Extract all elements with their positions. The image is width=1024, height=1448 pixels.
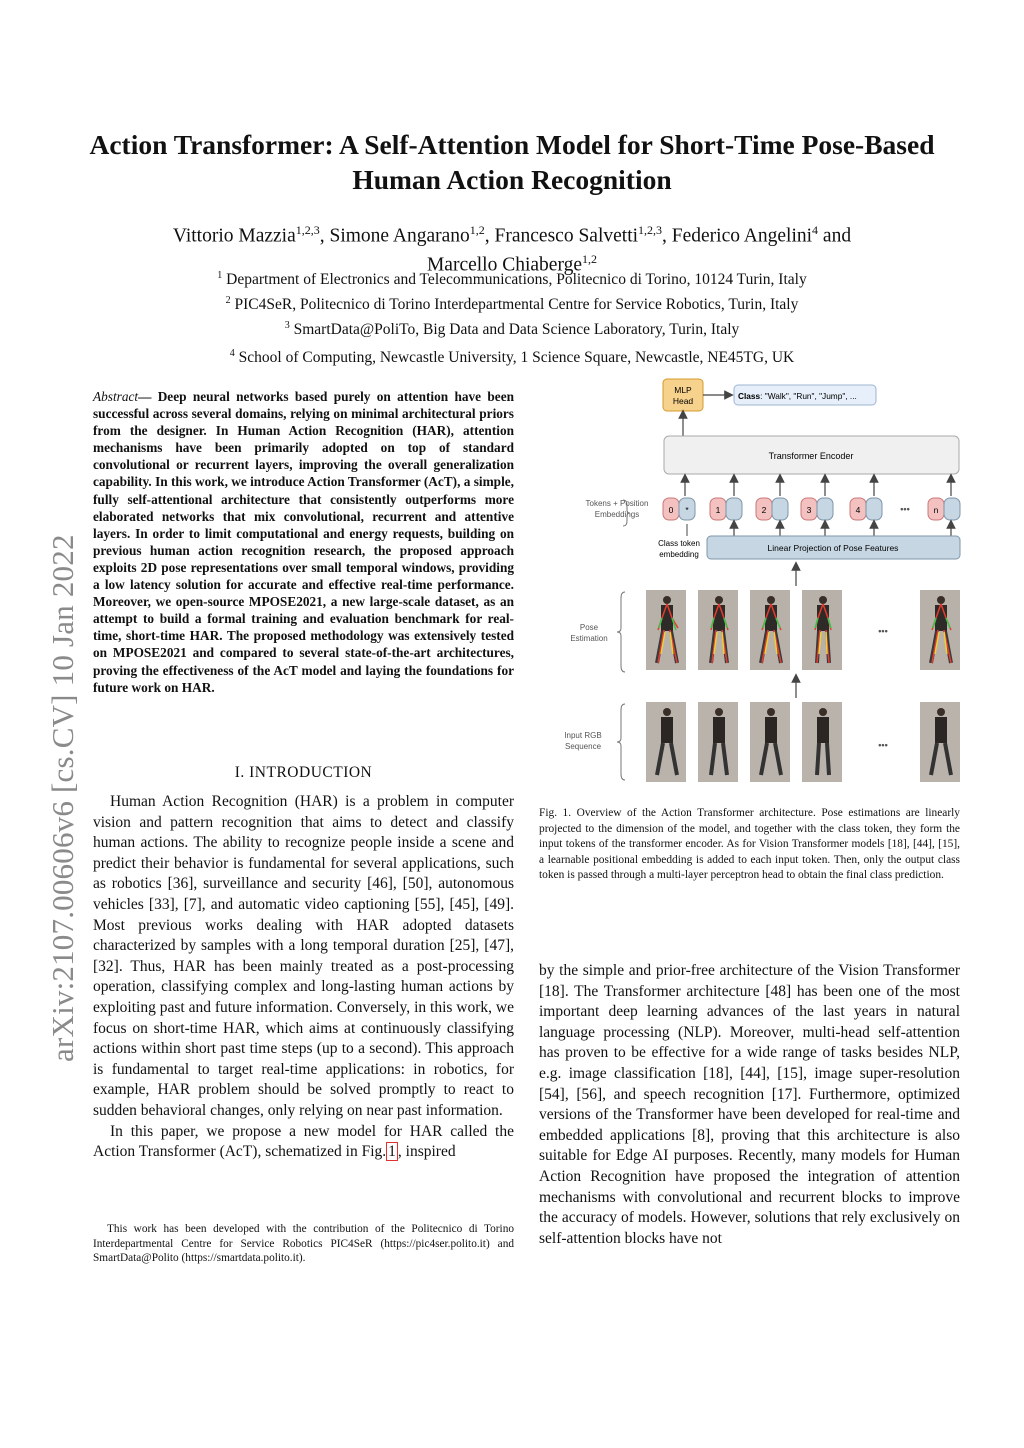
author-name: Marcello Chiaberge	[426, 254, 583, 275]
person-body	[817, 717, 829, 743]
pose-frame	[920, 590, 960, 670]
author-name: Simone Angarano	[329, 225, 470, 247]
pose-token	[726, 498, 742, 520]
introduction-body	[93, 792, 514, 1163]
author-sep: ,	[319, 225, 330, 247]
rgb-frame	[802, 702, 842, 782]
author-affil: 1,2,3	[638, 223, 663, 237]
pose-token	[817, 498, 833, 520]
author-name: Vittorio Mazzia	[172, 225, 296, 247]
person-head	[819, 708, 827, 716]
affiliation-number: 1	[217, 270, 223, 281]
rgb-sequence-label: Sequence	[564, 742, 602, 751]
title-line-1: Action Transformer: A Self-Attention Model for Short-Time Pose-Based	[89, 129, 935, 160]
footnote	[93, 1222, 514, 1266]
person-head	[767, 708, 775, 716]
figure-reference-link[interactable]: 1	[388, 1143, 396, 1161]
author-affil: 4	[812, 223, 819, 237]
token-arrows	[685, 478, 951, 496]
affiliation-text: PIC4SeR, Politecnico di Torino Interdepartmental Centre for Service Robotics, Turin, Italy	[234, 296, 799, 314]
token-number: *	[685, 505, 689, 515]
person-head	[937, 708, 945, 716]
author-name: Federico Angelini	[671, 225, 813, 247]
pose-frame	[750, 590, 790, 670]
token-number: 1	[715, 505, 721, 515]
person-head	[767, 596, 775, 604]
title-line-2: Human Action Recognition	[352, 164, 672, 195]
abstract	[93, 388, 514, 696]
person-body	[661, 605, 673, 631]
pose-frame	[698, 590, 738, 670]
abstract-label: Abstract	[93, 389, 139, 404]
class-token-label: embedding	[659, 550, 699, 559]
right-column-body: by the simple and prior-free architecture of the Vision Transformer [18]. The Transformer architecture [48] has been one of the most important deep learning advances of the last years in natural language processing (NLP). Moreover, multi-head self-attention has proven to be effective for a wide range of tasks besides NLP, e.g. image classification [18], [44], [15], image super-resolution [54], [56], and speech recognition [17]. Furthermore, optimized versions of the Transformer have been developed for real-time and embedded applications [8], proving that this architecture is also suitable for Edge AI purposes. Recently, many models for Human Action Recognition have proposed the integration of attention mechanisms with convolutional and recurrent blocks to improve the accuracy of models. However, solutions that rely exclusively on self-attention blocks have not	[539, 962, 960, 1247]
paragraph-text: In this paper, we propose a new model for HAR called the Action Transformer (AcT), schematized in Fig.	[93, 1122, 514, 1161]
transformer-encoder-label: Transformer Encoder	[768, 451, 854, 461]
token-number: 3	[806, 505, 812, 515]
author-sep: and	[818, 225, 852, 247]
ellipsis: •••	[878, 626, 888, 636]
author-sep: ,	[662, 225, 672, 247]
arxiv-identifier: arXiv:2107.00606v6 [cs.CV] 10 Jan 2022	[45, 534, 80, 1062]
token-row	[663, 498, 960, 520]
class-token-label: Class token	[658, 539, 700, 548]
ellipsis: •••	[900, 504, 910, 514]
class-output-bold: Class	[738, 391, 761, 401]
mlp-head-label: Head	[672, 396, 694, 406]
affiliation	[60, 316, 964, 341]
rgb-frames	[646, 702, 960, 782]
author-name: Francesco Salvetti	[494, 225, 639, 247]
figure-architecture-diagram	[539, 376, 964, 796]
rgb-frame	[750, 702, 790, 782]
footnote-text: This work has been developed with the contribution of the Politecnico di Torino Interdepartmental Centre for Service Robotics PIC4SeR (https://pic4ser.polito.it) and SmartData@Polito (https://smartdata.polito.it).	[93, 1223, 514, 1265]
token-number: 0	[668, 505, 674, 515]
paragraph	[93, 1122, 514, 1163]
tokens-label: Tokens + Position	[585, 499, 649, 508]
author-sep: ,	[484, 225, 495, 247]
rgb-sequence-label: Input RGB	[564, 731, 602, 740]
projection-arrows	[734, 524, 951, 536]
person-body	[661, 717, 673, 743]
affiliation-number: 2	[225, 294, 231, 306]
affiliation-list	[60, 266, 964, 368]
pose-token	[866, 498, 882, 520]
token-number: 2	[761, 505, 767, 515]
pose-frame	[802, 590, 842, 670]
person-head	[937, 596, 945, 604]
affiliation-number: 4	[229, 347, 235, 359]
pose-frame	[646, 590, 686, 670]
person-body	[935, 605, 947, 631]
brace	[617, 704, 625, 780]
pose-estimation-label: Pose	[579, 623, 599, 632]
person-body	[765, 605, 777, 631]
paragraph: Human Action Recognition (HAR) is a problem in computer vision and pattern recognition that aims to detect and classify human actions. The ability to recognize people inside a scene and predict their behavior is fundamental for several applications, such as robotics [36], surveillance and security [46], [50], autonomous vehicles [33], [7], and automatic video captioning [55], [45], [49]. Most previous works dealing with HAR adopted datasets characterized by samples with a long temporal duration [25], [47], [32]. Thus, HAR has been mainly treated as a post-processing operation, classifying complex and long-lasting human actions by exploiting past and future information. Conversely, in this work, we focus on short-time HAR, which aims at continuously classifying actions within short past time steps (up to a second). This approach is fundamental to target real-time applications: in robotics, for example, HAR problem should be solved promptly to react to sudden behavioral changes, only relying on near past information.	[93, 793, 514, 1119]
affiliation	[60, 291, 964, 316]
pose-frames	[646, 590, 960, 670]
mlp-head-label: MLP	[674, 385, 692, 395]
figure-caption: Fig. 1. Overview of the Action Transformer architecture. Pose estimations are linearly projected to the dimension of the model, and together with the class token, they form the input tokens of the transformer encoder. As for Vision Transformer models [18], [44], [15], a learnable positional embedding is added to each input token. Then, only the output class token is passed through a multi-layer perceptron head to obtain the final class prediction.	[539, 807, 960, 881]
affiliation	[60, 266, 964, 291]
affiliation-text: School of Computing, Newcastle University, 1 Science Square, Newcastle, NE45TG, UK	[238, 348, 795, 366]
affiliation-text: SmartData@PoliTo, Big Data and Data Science Laboratory, Turin, Italy	[293, 320, 740, 338]
affiliation-text: Department of Electronics and Telecommunications, Politecnico di Torino, 10124 Turin, Italy	[226, 271, 807, 289]
person-head	[715, 596, 723, 604]
token-number: 4	[855, 505, 861, 515]
ellipsis: •••	[878, 740, 888, 750]
abstract-text: — Deep neural networks based purely on attention have been successful across several domains, relying on minimal architectural priors from the designer. In Human Action Recognition (HAR), attention mechanisms have been primarily adopted on top of standard convolutional or recurrent layers, improving the overall generalization capability. In this work, we introduce Action Transformer (AcT), a simple, fully self-attentional architecture that consistently outperforms more elaborated networks that mix convolutional, recurrent and attentive layers. In order to limit computational and energy requests, building on previous human action recognition research, the proposed approach exploits 2D pose representations over small temporal windows, providing a low latency solution for accurate and effective real-time performance. Moreover, we open-source MPOSE2021, a new large-scale dataset, as an attempt to build a formal training and evaluation benchmark for real-time, short-time HAR. The proposed methodology was extensively tested on MPOSE2021 and compared to several state-of-the-art architectures, proving the effectiveness of the AcT model and laying the foundations for future work on HAR.	[93, 389, 514, 695]
person-body	[713, 605, 725, 631]
paper-title	[60, 127, 964, 197]
tokens-label: Embeddings	[594, 510, 640, 519]
affiliation	[60, 344, 964, 369]
brace	[617, 592, 625, 672]
person-head	[663, 708, 671, 716]
rgb-frame	[646, 702, 686, 782]
paragraph-text: , inspired	[397, 1143, 456, 1161]
pose-token	[944, 498, 960, 520]
author-affil: 1,2	[469, 223, 485, 237]
class-output-label	[738, 391, 857, 401]
author-affil: 1,2,3	[295, 223, 320, 237]
class-output-values: : "Walk", "Run", "Jump", ...	[760, 391, 857, 401]
rgb-frame	[920, 702, 960, 782]
affiliation-number: 3	[284, 319, 290, 331]
section-heading-introduction: I. INTRODUCTION	[234, 764, 373, 781]
person-body	[817, 605, 829, 631]
person-head	[715, 708, 723, 716]
pose-estimation-label: Estimation	[570, 634, 608, 643]
person-head	[819, 596, 827, 604]
person-body	[935, 717, 947, 743]
person-body	[765, 717, 777, 743]
author-affil: 1,2	[582, 251, 598, 266]
person-body	[713, 717, 725, 743]
token-number: n	[933, 505, 939, 515]
linear-projection-label: Linear Projection of Pose Features	[767, 543, 899, 553]
pose-token	[772, 498, 788, 520]
person-head	[663, 596, 671, 604]
mlp-head-box	[663, 379, 703, 411]
rgb-frame	[698, 702, 738, 782]
